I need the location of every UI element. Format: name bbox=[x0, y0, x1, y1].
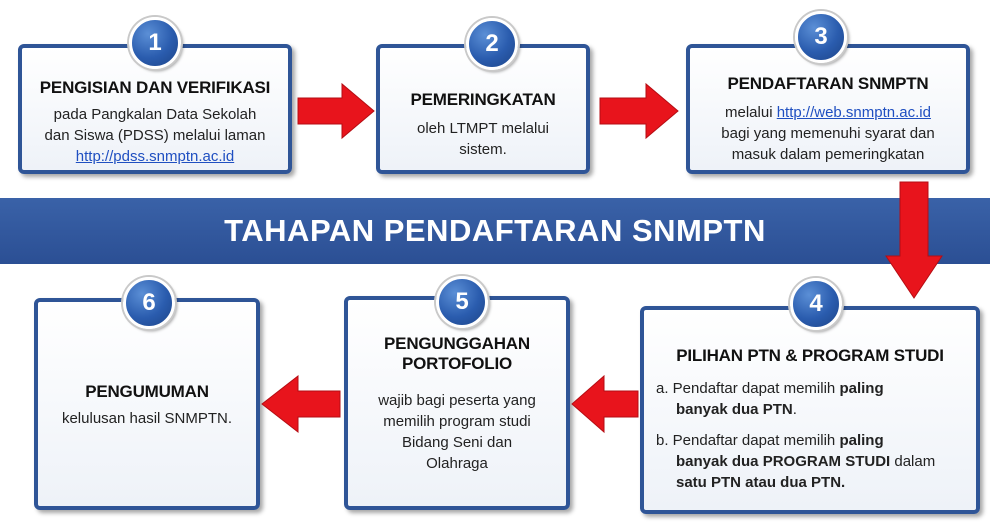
step-2-badge: 2 bbox=[466, 18, 518, 70]
step-1-badge: 1 bbox=[129, 17, 181, 69]
step-4-box bbox=[640, 306, 980, 514]
step-4-item-b: b. Pendaftar dapat memilih paling banyak dua PROGRAM STUDI dalam satu PTN atau dua PTN. bbox=[656, 432, 936, 491]
step-5-line-2: memilih program studi bbox=[383, 413, 531, 430]
step-5-line-4: Olahraga bbox=[426, 455, 488, 472]
arrow-1-to-2 bbox=[298, 84, 376, 138]
banner bbox=[0, 198, 990, 264]
step-6-title: PENGUMUMAN bbox=[85, 382, 209, 401]
step-5-line-3: Bidang Seni dan bbox=[401, 434, 513, 451]
step-5-line-1: wajib bagi peserta yang bbox=[378, 392, 536, 409]
arrow-5-to-6 bbox=[262, 376, 340, 432]
step-3-line-1: bagi yang memenuhi syarat dan bbox=[721, 125, 935, 142]
step-6-box bbox=[34, 298, 260, 510]
step-4-title: PILIHAN PTN & PROGRAM STUDI bbox=[676, 346, 944, 365]
step-3-link-prefix: melalui bbox=[725, 104, 773, 121]
step-4-badge: 4 bbox=[790, 278, 842, 330]
step-5-badge: 5 bbox=[436, 276, 488, 328]
step-4-item-a: a. Pendaftar dapat memilih paling banyak dua PTN. bbox=[656, 380, 884, 418]
pdss-link[interactable]: http://pdss.snmptn.ac.id bbox=[75, 148, 235, 165]
step-3-line-2: masuk dalam pemeringkatan bbox=[731, 146, 925, 163]
banner-title: TAHAPAN PENDAFTARAN SNMPTN bbox=[224, 213, 766, 248]
step-5-box bbox=[344, 296, 570, 510]
arrow-2-to-3 bbox=[600, 84, 680, 138]
step-1-line-1: pada Pangkalan Data Sekolah bbox=[53, 106, 257, 123]
step-5-title-line-1: PENGUNGGAHAN bbox=[384, 334, 530, 353]
step-2-title: PEMERINGKATAN bbox=[410, 90, 556, 109]
step-3-box bbox=[686, 44, 970, 174]
step-6-line-1: kelulusan hasil SNMPTN. bbox=[61, 410, 233, 427]
step-5-title-line-2: PORTOFOLIO bbox=[401, 354, 513, 373]
step-6-badge: 6 bbox=[123, 277, 175, 329]
step-3-badge: 3 bbox=[795, 11, 847, 63]
step-3-title: PENDAFTARAN SNMPTN bbox=[727, 74, 929, 93]
step-2-line-1: oleh LTMPT melalui bbox=[417, 120, 549, 137]
step-2-line-2: sistem. bbox=[459, 141, 507, 158]
arrow-4-to-5 bbox=[572, 376, 638, 432]
arrow-3-to-4 bbox=[886, 182, 942, 300]
step-1-line-2: dan Siswa (PDSS) melalui laman bbox=[44, 127, 266, 144]
step-1-title: PENGISIAN DAN VERIFIKASI bbox=[39, 78, 271, 97]
snmptn-web-link[interactable]: http://web.snmptn.ac.id bbox=[776, 104, 931, 121]
